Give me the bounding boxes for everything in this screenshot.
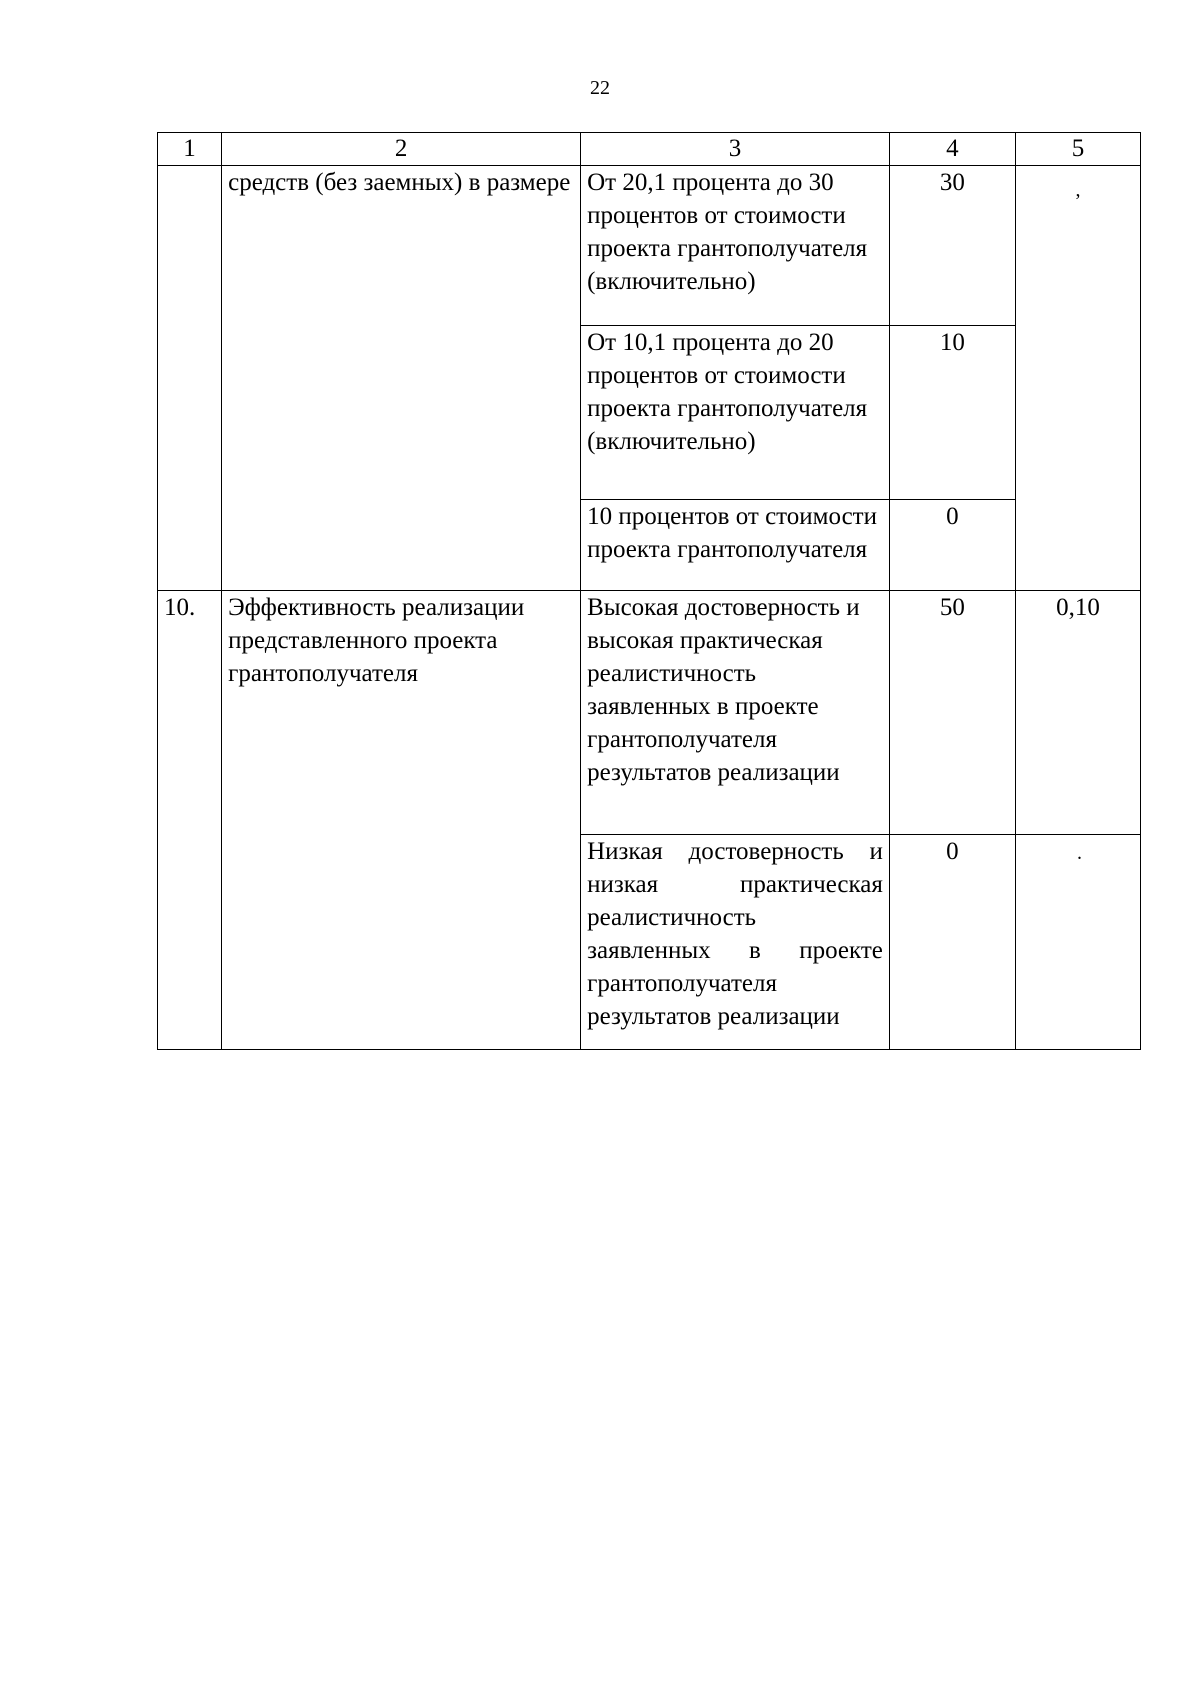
score-cell: 50 bbox=[889, 591, 1015, 835]
score-cell: 0 bbox=[889, 835, 1015, 1050]
table-header-row bbox=[158, 133, 1141, 166]
criterion-number-cell bbox=[158, 166, 222, 591]
criterion-name-cell: средств (без заемных) в размере bbox=[222, 166, 581, 591]
header-cell-3: 3 bbox=[581, 133, 890, 166]
criterion-number-cell: 10. bbox=[158, 591, 222, 1050]
score-cell: 0 bbox=[889, 500, 1015, 591]
header-cell-4: 4 bbox=[889, 133, 1015, 166]
condition-cell: Низкая достоверность и низкая практическая реалистичность заявленных в проекте грантополучателя результатов реализации bbox=[581, 835, 890, 1050]
page-number: 22 bbox=[590, 77, 610, 99]
condition-cell: От 10,1 процента до 20 процентов от стоимости проекта грантополучателя (включительно) bbox=[581, 326, 890, 500]
condition-cell: Высокая достоверность и высокая практическая реалистичность заявленных в проекте грантополучателя результатов реализации bbox=[581, 591, 890, 835]
table-row bbox=[158, 166, 1141, 326]
weight-cell bbox=[1015, 166, 1140, 591]
stray-mark: . bbox=[1077, 842, 1082, 864]
weight-cell bbox=[1015, 835, 1140, 1050]
header-cell-1: 1 bbox=[158, 133, 222, 166]
criteria-table bbox=[157, 132, 1141, 1050]
condition-cell: От 20,1 процента до 30 процентов от стоимости проекта грантополучателя (включительно) bbox=[581, 166, 890, 326]
score-cell: 10 bbox=[889, 326, 1015, 500]
table-row bbox=[158, 591, 1141, 835]
header-cell-2: 2 bbox=[222, 133, 581, 166]
weight-cell: 0,10 bbox=[1015, 591, 1140, 835]
score-cell: 30 bbox=[889, 166, 1015, 326]
criterion-name-cell: Эффективность реализации представленного проекта грантополучателя bbox=[222, 591, 581, 1050]
stray-mark: , bbox=[1075, 179, 1081, 201]
header-cell-5: 5 bbox=[1015, 133, 1140, 166]
condition-cell: 10 процентов от стоимости проекта грантополучателя bbox=[581, 500, 890, 591]
